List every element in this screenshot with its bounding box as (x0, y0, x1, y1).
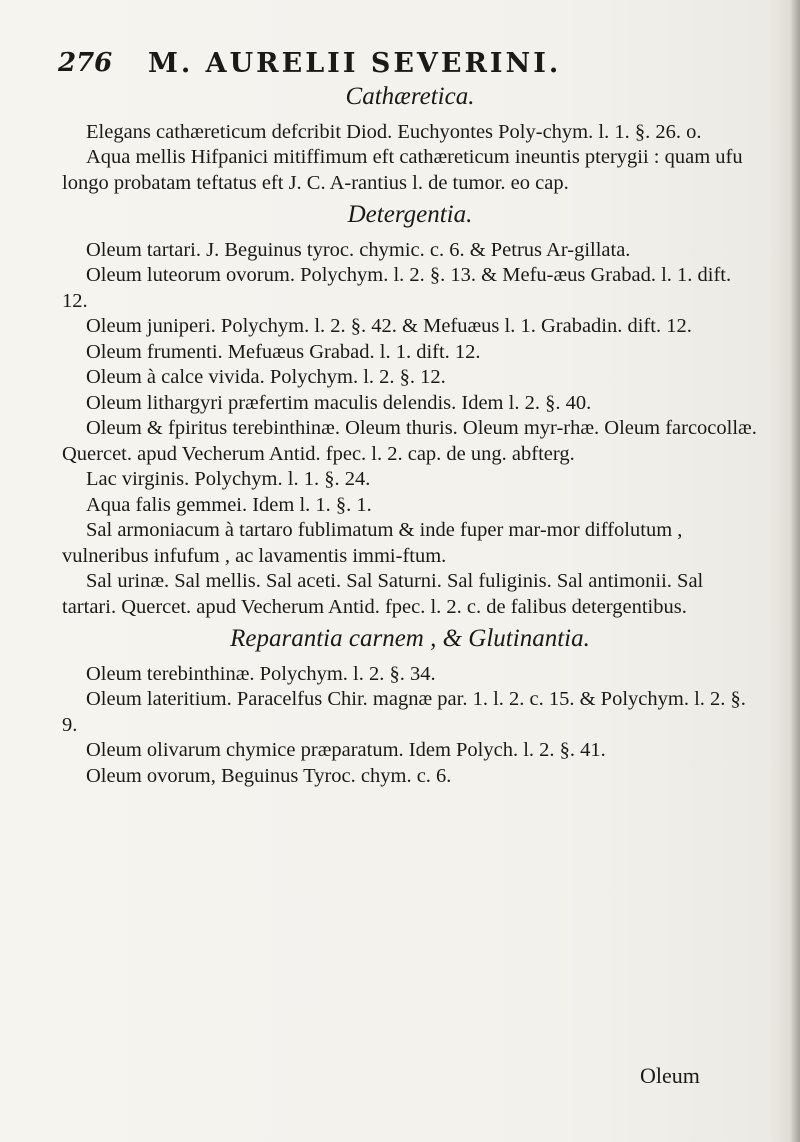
entry: Oleum frumenti. Mefuæus Grabad. l. 1. dift. 12. (86, 340, 481, 363)
entry: Oleum lateritium. Paracelfus Chir. magnæ par. 1. l. 2. c. 15. & Polychym. l. 2. §. 9. (62, 688, 746, 736)
section-title-reparantia: Reparantia carnem , & Glutinantia. (230, 625, 590, 652)
running-head: M. AURELII SEVERINI. (148, 48, 562, 79)
entry: Oleum lithargyri præfertim maculis delendis. Idem l. 2. §. 40. (86, 391, 592, 414)
entry: Sal armoniacum à tartaro fublimatum & inde fuper mar-mor diffolutum , vulneribus infufum , ac lavamentis immi-ftum. (62, 519, 683, 567)
catchword: Oleum (640, 1063, 700, 1088)
entry: Oleum ovorum, Beguinus Tyroc. chym. c. 6. (86, 764, 452, 787)
entry: Oleum luteorum ovorum. Polychym. l. 2. §. 13. & Mefu-æus Grabad. l. 1. dift. 12. (62, 264, 732, 312)
entry: Oleum juniperi. Polychym. l. 2. §. 42. & Mefuæus l. 1. Grabadin. dift. 12. (86, 315, 692, 337)
entry: Oleum & fpiritus terebinthinæ. Oleum thuris. Oleum myr-rhæ. Oleum farcocollæ. Quercet. apud Vecherum Antid. fpec. l. 2. cap. de ung. abfterg. (62, 417, 757, 465)
entry: Lac virginis. Polychym. l. 1. §. 24. (86, 468, 371, 490)
section-title-cathaeretica: Cathæretica. (345, 83, 475, 110)
entry: Aqua mellis Hifpanici mitiffimum eft cathæreticum ineuntis pterygii : quam ufu longo probatam teftatus eft J. C. A-rantius l. de tumor. eo cap. (62, 146, 743, 194)
entry: Oleum terebinthinæ. Polychym. l. 2. §. 34. (86, 662, 436, 685)
entry: Oleum olivarum chymice præparatum. Idem Polych. l. 2. §. 41. (86, 739, 606, 761)
entry: Oleum tartari. J. Beguinus tyroc. chymic. c. 6. & Petrus Ar-gillata. (86, 238, 631, 261)
page-number: 276 (58, 48, 113, 78)
entry: Elegans cathæreticum defcribit Diod. Euchyontes Poly-chym. l. 1. §. 26. o. (86, 120, 702, 143)
page-header (58, 48, 748, 88)
entry: Oleum à calce vivida. Polychym. l. 2. §. 12. (86, 366, 446, 388)
entry: Sal urinæ. Sal mellis. Sal aceti. Sal Saturni. Sal fuliginis. Sal antimonii. Sal tartari. Quercet. apud Vecherum Antid. fpec. l. 2. c. de falibus detergentibus. (62, 570, 704, 618)
body-text (62, 84, 758, 789)
section-title-detergentia: Detergentia. (347, 201, 473, 228)
entry: Aqua falis gemmei. Idem l. 1. §. 1. (86, 493, 372, 516)
page-edge-shadow (790, 0, 800, 1142)
